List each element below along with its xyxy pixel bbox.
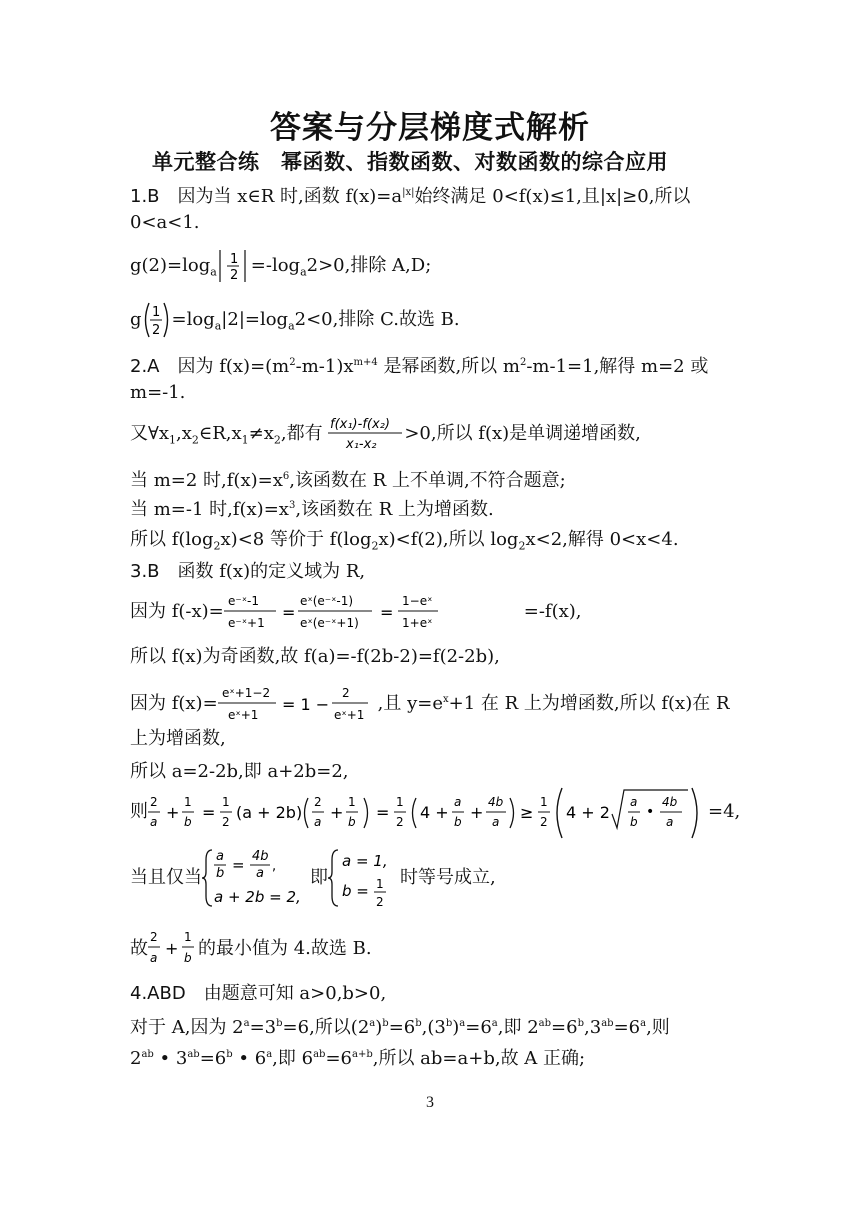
text-line-22: $2^{ab}$ • $3^{ab}=6^b$ • 6$^a$,即 $6^{ab}=6^{a+b}$,所以 ab=a+b,故 A 正确;: [130, 1048, 586, 1069]
svg-text:b: b: [454, 815, 462, 829]
target-expression: [148, 927, 198, 971]
svg-text:1: 1: [151, 305, 160, 320]
svg-text:4b: 4b: [252, 849, 269, 864]
section-subtitle: 单元整合练 幂函数、指数函数、对数函数的综合应用: [152, 150, 668, 174]
text-line-12: 因为 f(-x)= e⁻ˣ-1 e⁻ˣ+1 = eˣ(e⁻ˣ-1) eˣ(e⁻ˣ+1) = 1−eˣ 1+eˣ =-f(x),: [130, 600, 582, 624]
svg-text:+: +: [470, 803, 484, 822]
svg-text:4 + 2: 4 + 2: [566, 803, 610, 822]
svg-text:a: a: [666, 815, 674, 829]
svg-text:+: +: [165, 939, 179, 958]
text-line-4: g 1 2 $=\log_a|2|=\log_a2<0$,排除 C.故选 B.: [130, 308, 460, 339]
svg-text:eˣ+1: eˣ+1: [227, 708, 259, 722]
svg-text:a + 2b = 2,: a + 2b = 2,: [214, 888, 301, 906]
text-line-9: 当 m=-1 时$,f(x)=x^3$,该函数在 R 上为增函数.: [130, 499, 494, 520]
svg-text:1: 1: [348, 795, 356, 809]
svg-text:b: b: [348, 815, 356, 829]
svg-text:1: 1: [184, 930, 192, 944]
text-line-16: 所以 a=2-2b,即 a+2b=2,: [130, 761, 349, 782]
svg-text:=: =: [281, 603, 296, 622]
text-line-13: 所以 f(x)为奇函数,故 f(a)=-f(2b-2)=f(2-2b),: [130, 646, 500, 667]
svg-text:2: 2: [151, 323, 160, 338]
svg-text:= 1 −: = 1 −: [281, 695, 329, 714]
svg-text:2: 2: [540, 815, 548, 829]
svg-text:eˣ(e⁻ˣ-1): eˣ(e⁻ˣ-1): [299, 594, 353, 608]
am-gm-inequality: [148, 784, 708, 844]
svg-text:2: 2: [341, 686, 350, 700]
svg-text:e⁻ˣ+1: e⁻ˣ+1: [227, 616, 265, 630]
svg-text:+: +: [166, 803, 180, 822]
svg-text:e⁻ˣ-1: e⁻ˣ-1: [227, 594, 259, 608]
svg-text:x₁-x₂: x₁-x₂: [346, 437, 377, 452]
svg-text:b =: b =: [342, 882, 369, 900]
svg-text:2: 2: [150, 795, 158, 809]
svg-text:4b: 4b: [488, 795, 504, 809]
text-line-19: 故 2 a + 1 b 的最小值为 4.故选 B.: [130, 937, 372, 961]
svg-text:2: 2: [314, 795, 322, 809]
text-line-7: 又$\forall x_1,x_2\in R,x_1\ne x_2$,都有 f(x₁)-f(x₂) x₁-x₂ >0,所以 f(x)是单调递增函数,: [130, 422, 641, 453]
text-line-6: m=-1.: [130, 382, 186, 403]
svg-text:(a + 2b): (a + 2b): [236, 803, 303, 822]
equality-system-1: [202, 846, 310, 910]
text-line-17: 则 2 a + 1 b = 1 2 (a + 2b) 2 a + 1 b = 1 2 4 + a b + 4b a ≥ 1 2 4 + 2 a b • 4b a =4,: [130, 800, 740, 824]
text-line-5: 2.A 因为 $f(x)=(m^2-m-1)x^{m+4}$ 是幂函数,所以 $m^2-m-1=1$,解得 m=2 或: [130, 356, 709, 377]
svg-text:a: a: [454, 795, 462, 809]
svg-text:=: =: [232, 856, 245, 874]
odd-function-derivation: [224, 591, 524, 633]
page-number: 3: [426, 1094, 434, 1111]
svg-text:4 +: 4 +: [420, 803, 449, 822]
svg-text:eˣ+1: eˣ+1: [333, 708, 365, 722]
text-line-18: 当且仅当 a b = 4b a , a + 2b = 2, 即 a = 1, b = 1 2 时等号成立,: [130, 866, 496, 890]
svg-text:a: a: [150, 951, 158, 965]
svg-text:b: b: [184, 951, 192, 965]
svg-text:a = 1,: a = 1,: [342, 852, 388, 870]
text-line-14: 因为 f(x)= eˣ+1−2 eˣ+1 = 1 − 2 eˣ+1 ,且 $y=e^x+1$ 在 R 上为增函数,所以 f(x)在 R: [130, 688, 730, 716]
svg-text:f(x₁)-f(x₂): f(x₁)-f(x₂): [330, 417, 391, 432]
text-line-8: 当 m=2 时$,f(x)=x^6$,该函数在 R 上不单调,不符合题意;: [130, 470, 566, 491]
svg-text:2: 2: [376, 895, 384, 909]
svg-text:=: =: [379, 603, 394, 622]
svg-text:1+eˣ: 1+eˣ: [401, 616, 433, 630]
difference-quotient: [328, 414, 404, 454]
svg-text:≥: ≥: [520, 803, 534, 822]
svg-text:a: a: [216, 849, 224, 864]
f-rewrite: [218, 683, 378, 725]
svg-text:•: •: [646, 804, 655, 820]
svg-text:2: 2: [150, 930, 158, 944]
text-line-1: 1.B 因为当 x∈R 时,函数 $f(x)=a^{|x|}$始终满足 0<f(x)≤1,且|x|≥0,所以: [130, 186, 691, 207]
svg-text:+: +: [330, 803, 344, 822]
text-line-2: 0<a<1.: [130, 212, 200, 233]
svg-text:1: 1: [540, 795, 548, 809]
svg-text:a: a: [150, 815, 158, 829]
text-line-15: 上为增函数,: [130, 728, 226, 749]
svg-text:1: 1: [376, 877, 384, 891]
svg-text:2: 2: [396, 815, 404, 829]
svg-text:2: 2: [229, 268, 239, 283]
text-line-21: 对于 A,因为 $2^a=3^b=6$,所以$(2^a)^b=6^b,(3^b)^a=6^a$,即 $2^{ab}=6^b,3^{ab}=6^a$,则: [130, 1017, 670, 1038]
text-line-20: 4.ABD 由题意可知 a>0,b>0,: [130, 983, 387, 1004]
abs-half-fraction: [217, 248, 251, 284]
svg-text:eˣ(e⁻ˣ+1): eˣ(e⁻ˣ+1): [299, 616, 359, 630]
svg-text:=: =: [376, 803, 390, 822]
svg-text:a: a: [630, 795, 638, 809]
svg-text:4b: 4b: [662, 795, 678, 809]
svg-text:1−eˣ: 1−eˣ: [401, 594, 433, 608]
text-line-10: 所以 $f(\log_2x)<8$ 等价于 $f(\log_2x)<f(2)$,所以 $\log_2x<2$,解得 0<x<4.: [130, 529, 679, 553]
svg-text:b: b: [630, 815, 638, 829]
svg-text:a: a: [492, 815, 500, 829]
svg-text:1: 1: [184, 795, 192, 809]
text-line-3: $g(2)=\log_a$ 1 2 $=-\log_a2>0$,排除 A,D;: [130, 254, 431, 285]
svg-text:b: b: [216, 866, 225, 881]
svg-text:1: 1: [396, 795, 404, 809]
half-paren-fraction: [142, 301, 172, 339]
svg-text:a: a: [314, 815, 322, 829]
svg-text:1: 1: [229, 252, 239, 267]
text-line-11: 3.B 函数 f(x)的定义域为 R,: [130, 561, 366, 582]
svg-text:b: b: [184, 815, 192, 829]
equality-system-2: [328, 846, 400, 910]
page-title: 答案与分层梯度式解析: [270, 110, 590, 146]
svg-text:=: =: [202, 803, 216, 822]
svg-text:eˣ+1−2: eˣ+1−2: [221, 686, 270, 700]
svg-text:,: ,: [272, 859, 277, 874]
svg-text:a: a: [256, 866, 264, 881]
svg-text:1: 1: [222, 795, 230, 809]
svg-text:2: 2: [222, 815, 230, 829]
